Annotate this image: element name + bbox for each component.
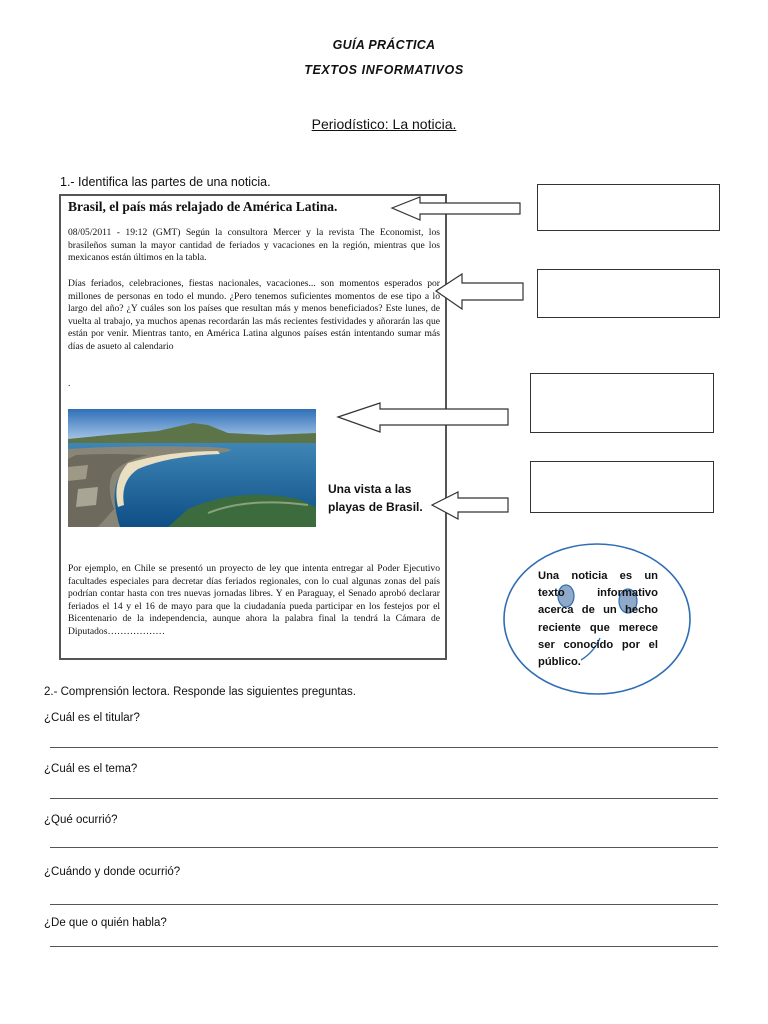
guide-title: GUÍA PRÁCTICA [332,38,436,52]
answer-box-2[interactable] [537,269,720,318]
arrow-caption [432,492,508,519]
arrow-lead [436,274,523,309]
definition-text: Una noticia es un texto informativo acerca de un hecho reciente que merece ser conocido por el público. [538,570,658,669]
question-2: ¿Cuál es el tema? [44,763,138,775]
answer-box-4[interactable] [530,461,714,513]
question-3: ¿Qué ocurrió? [44,814,118,826]
answer-line-4[interactable] [50,904,718,905]
arrow-photo [338,403,508,432]
section-title: Periodístico: La noticia. [311,116,457,132]
question-5: ¿De que o quién habla? [44,917,167,929]
answer-line-3[interactable] [50,847,718,848]
article-lead: 08/05/2011 - 19:12 (GMT) Según la consultora Mercer y la revista The Economist, los brasileños suman la mayor cantidad de feriados y vacaciones en la región, mientras que los mexicanos están últimos en la tabla. [68,227,440,264]
question-1: ¿Cuál es el titular? [44,712,140,724]
exercise1-instruction: 1.- Identifica las partes de una noticia. [60,175,271,189]
answer-line-1[interactable] [50,747,718,748]
photo-caption: Una vista a las playas de Brasil. [328,482,423,514]
article-headline: Brasil, el país más relajado de América Latina. [68,199,338,214]
article-body-1: Días feriados, celebraciones, fiestas nacionales, vacaciones... son momentos esperados por millones de personas en todo el mundo. ¿Pero tenemos suficientes momentos de ese tipo a lo largo del año? ¿Y cuáles son los países que resultan más y menos beneficiados? Este lunes, de vuelta al trabajo, ya muchos apenas recordarán las más recientes festividades y añorarán las que están por venir. Mientras tanto, en América Latina algunos países están intentando sumar más días de asueto al calendario [68,278,440,352]
question-4: ¿Cuándo y donde ocurrió? [44,866,181,878]
arrow-headline [392,197,520,220]
answer-box-3[interactable] [530,373,714,433]
answer-line-2[interactable] [50,798,718,799]
guide-subtitle: TEXTOS INFORMATIVOS [304,63,464,77]
answer-line-5[interactable] [50,946,718,947]
exercise2-instruction: 2.- Comprensión lectora. Responde las siguientes preguntas. [44,686,356,698]
answer-box-1[interactable] [537,184,720,231]
article-dot: . [68,378,71,389]
article-body-2: Por ejemplo, en Chile se presentó un proyecto de ley que intenta entregar al Poder Ejecutivo facultades especiales para decretar días feriados regionales, con lo cual algunas zonas del país podrían contar hasta con tres nuevas jornadas libres. Y en Paraguay, el Senado aprobó declarar feriados el 14 y el 16 de mayo para que la ciudadanía pueda participar en los festejos por el Bicentenario de la independencia, aunque ahora la palabra final la tendrá la Cámara de Diputados……………… [68,563,440,637]
